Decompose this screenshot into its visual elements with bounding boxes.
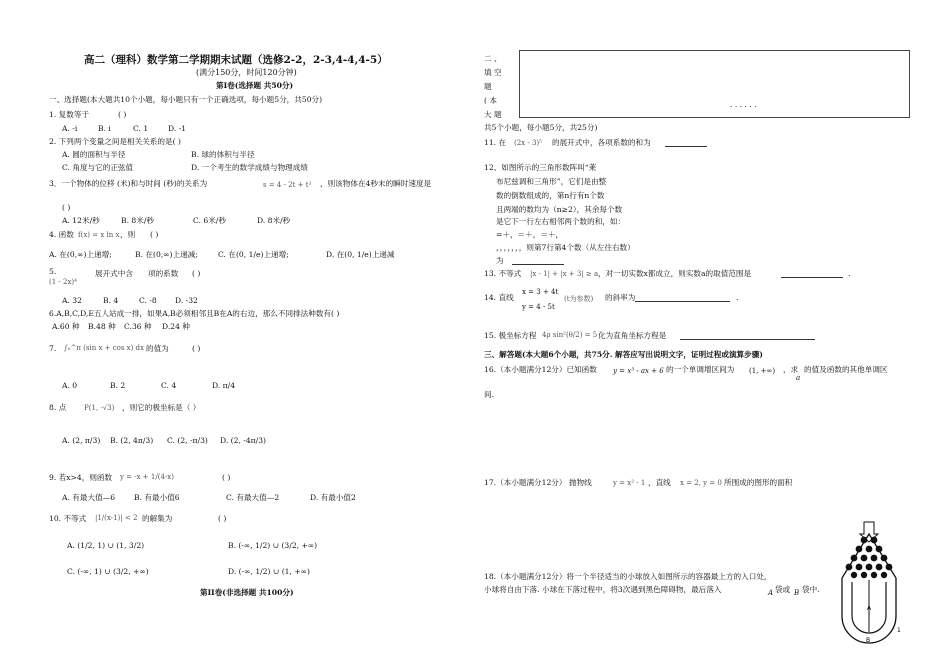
section1-heading: 一、选择题(本大题共10个小题，每小题只有一个正确选项，每小题5分，共50分) <box>49 95 323 104</box>
q5-tail2: 项的系数 <box>148 269 179 278</box>
q1-opt-a: A. -i <box>62 124 78 133</box>
q17-tail2: 所围成的图形的面积 <box>724 478 793 487</box>
section2-heading-5: 大 题 <box>484 110 502 119</box>
q10-opt-d: D. (-∞, 1/2) ∪ (1, +∞) <box>228 567 310 576</box>
q9-stem: 9. 若x>4，则函数 <box>49 473 113 482</box>
q8-tail: ，则它的极坐标是（ ） <box>122 403 201 412</box>
q9-opt-a: A. 有最大值—6 <box>62 493 116 502</box>
q18-end: 袋中. <box>802 585 820 594</box>
q12-line-8: 为 <box>496 256 504 265</box>
q10-opt-c: C. (-∞, 1) ∪ (3/2, +∞) <box>67 567 149 576</box>
q4-opt-a: A. 在(0,∞)上递增; <box>49 250 112 259</box>
part2-heading: 第II卷(非选择题 共100分) <box>200 588 294 597</box>
q7-paren: ( ) <box>192 344 201 353</box>
q2-opt-b: B. 球的体积与半径 <box>191 150 255 159</box>
q6-opt-c: C.36 种 <box>124 322 152 331</box>
q11-tail: 的展开式中，各项系数的和为 <box>552 138 651 147</box>
q1-opt-d: D. -1 <box>168 124 187 133</box>
q11-formula: (2x - 3)⁵ <box>514 139 542 147</box>
answer-box <box>519 50 910 118</box>
q1-stem: 1. 复数等于 <box>49 110 90 119</box>
q17-stem: 17.（本小题满分12分） 抛物线 <box>484 478 592 487</box>
q3-opt-c: C. 6米/秒 <box>193 216 226 225</box>
q12-line-6: =＋，＝＋，＝＋， <box>496 230 564 239</box>
q12-line-7: ，，，，，，，则第7行第4个数（从左往右数） <box>496 243 635 252</box>
q12-line-1: 12、如图所示的三角形数阵叫“莱 <box>484 163 597 172</box>
q2-opt-c: C. 角度与它的正弦值 <box>62 163 134 172</box>
q14-blank <box>635 301 730 302</box>
q1-paren: ( ) <box>118 110 127 119</box>
q16-tail3: 的值及函数的其他单调区 <box>804 365 888 374</box>
q3-paren: ( ) <box>62 203 71 212</box>
section2-heading-tail: 共5个小题，每小题5分，共25分) <box>484 123 598 132</box>
q2-opt-a: A. 圆的面积与半径 <box>62 150 126 159</box>
section2-heading-2: 填 空 <box>484 68 502 77</box>
q18-line2: 小球将自由下落. 小球在下落过程中，将3次遇到黑色障碍物，最后落入 <box>484 585 722 594</box>
part1-heading: 第I卷(选择题 共50分) <box>216 81 294 90</box>
q5-opt-a: A. 32 <box>62 296 82 305</box>
q14-end: . <box>736 293 739 302</box>
q16-line2: 间. <box>484 390 495 399</box>
section2-heading-4: ( 本 <box>484 96 497 105</box>
section2-heading-3: 题 <box>484 82 492 91</box>
q15-tail: 化为直角坐标方程是 <box>598 331 667 340</box>
q10-opt-a: A. (1/2, 1) ∪ (1, 3/2) <box>67 541 145 550</box>
answer-box-dots: . . . . . . <box>730 100 757 109</box>
q7-opt-a: A. 0 <box>62 381 78 390</box>
q5-tail: 展开式中含 <box>95 269 133 278</box>
q14-param: (t为参数) <box>564 295 594 303</box>
q12-line-3: 数的倒数组成的，第n行有n个数 <box>496 191 605 200</box>
q16-tail2: ，求 <box>783 365 799 374</box>
section2-heading-1: 二 、 <box>484 54 502 63</box>
q9-paren: ( ) <box>222 473 231 482</box>
q7-formula: ∫₀^π (sin x + cos x) dx <box>64 344 144 352</box>
q1-opt-c: C. 1 <box>133 124 149 133</box>
q14-formula-1: x = 3 + 4t <box>522 288 559 296</box>
q10-formula: |1/(x-1)| < 2 <box>95 514 138 522</box>
page-title: 高二（理科）数学第二学期期末试题（选修2-2，2-3,4-4,4-5） <box>84 54 388 66</box>
q16-tail: 的一个单调增区间为 <box>666 365 735 374</box>
q4-opt-c: C. 在(0, 1/e)上递增; <box>218 250 289 259</box>
q15-stem: 15. 极坐标方程 <box>484 331 537 340</box>
q3-stem: 3．一个物体的位移 (米)和与时间 (秒)的关系为 <box>49 179 208 188</box>
q12-blank <box>512 264 564 265</box>
q8-opt-d: D. (2, -4π/3) <box>220 436 267 445</box>
q10-opt-b: B. (-∞, 1/2) ∪ (3/2, +∞) <box>228 541 318 550</box>
q4-formula: f(x) = x ln x <box>78 231 120 239</box>
q7-stem: 7. <box>49 344 57 353</box>
q12-line-4: 且两端的数均为（n≥2），其余每个数 <box>496 205 623 214</box>
q9-opt-b: B. 有最小值6 <box>134 493 180 502</box>
page-subtitle: (满分150分，时间120分钟) <box>196 68 297 77</box>
q12-line-5: 是它下一行左右相邻两个数的和，如： <box>496 217 626 226</box>
q18-line1: 18.（本小题满分12分）将一个半径适当的小球放入如图所示的容器最上方的入口处， <box>484 572 772 581</box>
q13-formula: |x - 1| + |x + 3| ≥ a <box>530 270 599 278</box>
q6-stem: 6.A,B,C,D,E五人站成一排，如果A,B必须相邻且B在A的右边，那么不同排法种数有( ) <box>49 309 340 318</box>
q15-formula: 4ρ sin²(θ/2) = 5 <box>542 331 598 339</box>
q4-opt-d: D. 在(0, 1/e)上递减 <box>326 250 395 259</box>
q5-opt-d: D. -32 <box>175 296 198 305</box>
q4-paren: ( ) <box>150 230 159 239</box>
q5-paren: ( ) <box>192 269 201 278</box>
q8-formula: P(1, -√3) <box>84 404 115 412</box>
container-label-1: 1 <box>897 627 901 634</box>
q11-stem: 11. 在 <box>484 138 507 147</box>
q12-line-2: 布尼兹调和三角形”，它们是由整 <box>496 177 607 186</box>
q13-stem: 13. 不等式 <box>484 269 522 278</box>
q6-opt-a: A.60 种 <box>52 322 80 331</box>
ball-drop-container-figure <box>828 520 910 654</box>
q7-tail: 的值为 <box>146 344 169 353</box>
q10-paren: ( ) <box>218 514 227 523</box>
q18-mid: 袋或 <box>775 585 791 594</box>
q8-stem: 8. 点 <box>49 403 67 412</box>
q13-end: . <box>848 269 851 278</box>
q7-opt-c: C. 4 <box>161 381 177 390</box>
q5-stem: 5. <box>49 267 57 276</box>
q16-stem: 16.（本小题满分12分）已知函数 <box>484 365 597 374</box>
q3-opt-a: A. 12米/秒 <box>62 216 100 225</box>
q6-opt-b: B.48 种 <box>88 322 116 331</box>
q13-blank <box>781 277 843 278</box>
q16-interval: (1, +∞) <box>749 367 776 375</box>
q10-tail: 的解集为 <box>142 514 173 523</box>
q18-var2: B <box>794 589 800 597</box>
q3-opt-b: B. 8米/秒 <box>121 216 154 225</box>
q4-opt-b: B. 在(0,∞)上递减; <box>135 250 198 259</box>
q3-formula: s = 4 - 2t + t² <box>263 181 312 189</box>
q5-opt-c: C. -8 <box>139 296 157 305</box>
q9-opt-c: C. 有最大值—2 <box>226 493 280 502</box>
q17-formula2: x = 2, y = 0 <box>680 479 722 487</box>
q10-stem: 10. 不等式 <box>49 514 87 523</box>
q7-opt-d: D. π/4 <box>212 381 236 390</box>
q5-formula: (1 - 2x)⁴ <box>49 278 77 286</box>
q4-tail: ，则 <box>120 230 136 239</box>
q16-formula: y = x³ - ax + 6 <box>613 367 664 375</box>
q15-blank <box>680 339 815 340</box>
q7-opt-b: B. 2 <box>110 381 126 390</box>
q1-opt-b: B. i <box>98 124 111 133</box>
q17-tail: ，直线 <box>648 478 671 487</box>
q14-stem: 14. 直线 <box>484 293 514 302</box>
q3-opt-d: D. 8米/秒 <box>257 216 291 225</box>
container-label-b: B <box>866 637 871 644</box>
q8-opt-a: A. (2, π/3) <box>62 436 101 445</box>
q14-tail: 的斜率为 <box>605 293 636 302</box>
q8-opt-c: C. (2, -π/3) <box>167 436 208 445</box>
section3-heading: 三、解答题(本大题6个小题，共75分. 解答应写出说明文字，证明过程或演算步骤) <box>484 350 763 359</box>
q9-opt-d: D. 有最小值2 <box>310 493 356 502</box>
q9-formula: y = -x + 1/(4-x) <box>120 473 174 481</box>
q17-formula: y = x² - 1 <box>613 479 646 487</box>
q16-var: a <box>796 374 801 382</box>
q5-opt-b: B. 4 <box>103 296 119 305</box>
q3-tail: ，则该物体在4秒末的瞬时速度是 <box>320 179 432 188</box>
q14-formula-2: y = 4 - 5t <box>522 303 555 311</box>
q2-opt-d: D. 一个考生的数学成绩与物理成绩 <box>191 163 308 172</box>
q2-stem: 2. 下列两个变量之间是相关关系的是( ) <box>49 137 181 146</box>
q6-opt-d: D.24 种 <box>162 322 190 331</box>
container-label-a: A <box>867 605 872 612</box>
q4-stem: 4. 函数 <box>49 230 74 239</box>
q8-opt-b: B. (2, 4π/3) <box>110 436 154 445</box>
q13-tail: ，对一切实数x都成立，则实数a的取值范围是 <box>598 269 752 278</box>
q11-blank <box>665 146 707 147</box>
q18-var1: A <box>768 589 774 597</box>
